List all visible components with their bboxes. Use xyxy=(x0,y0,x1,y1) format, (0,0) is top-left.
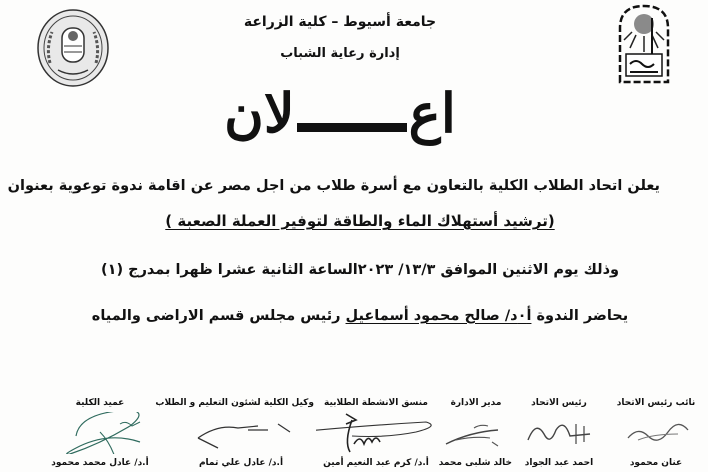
faculty-seal-logo xyxy=(36,8,110,88)
signature-union-president xyxy=(514,398,604,472)
signature-role: مدير الادارة xyxy=(450,398,502,408)
handwritten-signature-icon xyxy=(40,412,160,454)
signature-vice-president xyxy=(608,398,704,472)
signatory-name: خالد شلبى محمد xyxy=(438,458,512,468)
handwritten-signature-icon xyxy=(514,412,604,454)
signature-role: عميد الكلية xyxy=(75,398,125,408)
seal-icon xyxy=(36,8,110,88)
handwritten-signature-icon xyxy=(440,412,512,454)
signatory-name: أ.د/ عادل محمد محمود xyxy=(51,458,149,468)
announcement-title xyxy=(180,78,500,148)
signature-dean xyxy=(40,398,160,472)
signatory-name: أ.د/ كرم عبد النعيم أمين xyxy=(323,458,429,468)
signature-role: رئيس الاتحاد xyxy=(531,398,587,408)
university-emblem-logo xyxy=(614,2,674,84)
institution-name: جامعة أسيوط – كلية الزراعة xyxy=(243,14,437,30)
signature-role: وكيل الكلية لشئون التعليم و الطلاب xyxy=(155,398,314,408)
seminar-date-time-location: وذلك يوم الاثنين الموافق ١٣/٣/ ٢٠٢٣الساعة الثانية عشرا ظهرا بمدرج (١) xyxy=(100,262,620,278)
emblem-icon xyxy=(614,2,674,84)
speaker-title: رئيس مجلس قسم الاراضى والمياه xyxy=(91,308,346,324)
speaker-name: أ٠د/ صالح محمود أسماعيل xyxy=(345,308,532,324)
signatory-name: أ.د/ عادل علي تمام xyxy=(198,458,284,468)
department-name: إدارة رعاية الشباب xyxy=(280,46,400,61)
seminar-speaker-line xyxy=(60,308,660,324)
signature-role: نائب رئيس الاتحاد xyxy=(616,398,696,408)
signatory-name: عنان محمود xyxy=(629,458,683,468)
title-end: لان xyxy=(224,81,295,145)
title-start: اع xyxy=(408,81,456,145)
title-stretch-bar xyxy=(297,123,407,132)
signatory-name: احمد عبد الجواد xyxy=(524,458,594,468)
signature-student-activities-coordinator xyxy=(316,398,436,472)
seminar-topic: (ترشيد أستهلاك الماء والطاقة لتوفير العملة الصعبة ) xyxy=(165,212,555,230)
signature-role: منسق الانشطة الطلابية xyxy=(324,398,428,408)
handwritten-signature-icon xyxy=(608,412,704,454)
handwritten-signature-icon xyxy=(316,412,436,454)
handwritten-signature-icon xyxy=(168,412,314,454)
signature-administration-director xyxy=(440,398,512,472)
signature-vice-dean-education xyxy=(155,398,314,472)
speaker-prefix: يحاضر الندوة xyxy=(531,308,629,324)
announcement-intro: يعلن اتحاد الطلاب الكلية بالتعاون مع أسرة طلاب من اجل مصر عن اقامة ندوة توعوية بعنوان xyxy=(7,178,660,194)
